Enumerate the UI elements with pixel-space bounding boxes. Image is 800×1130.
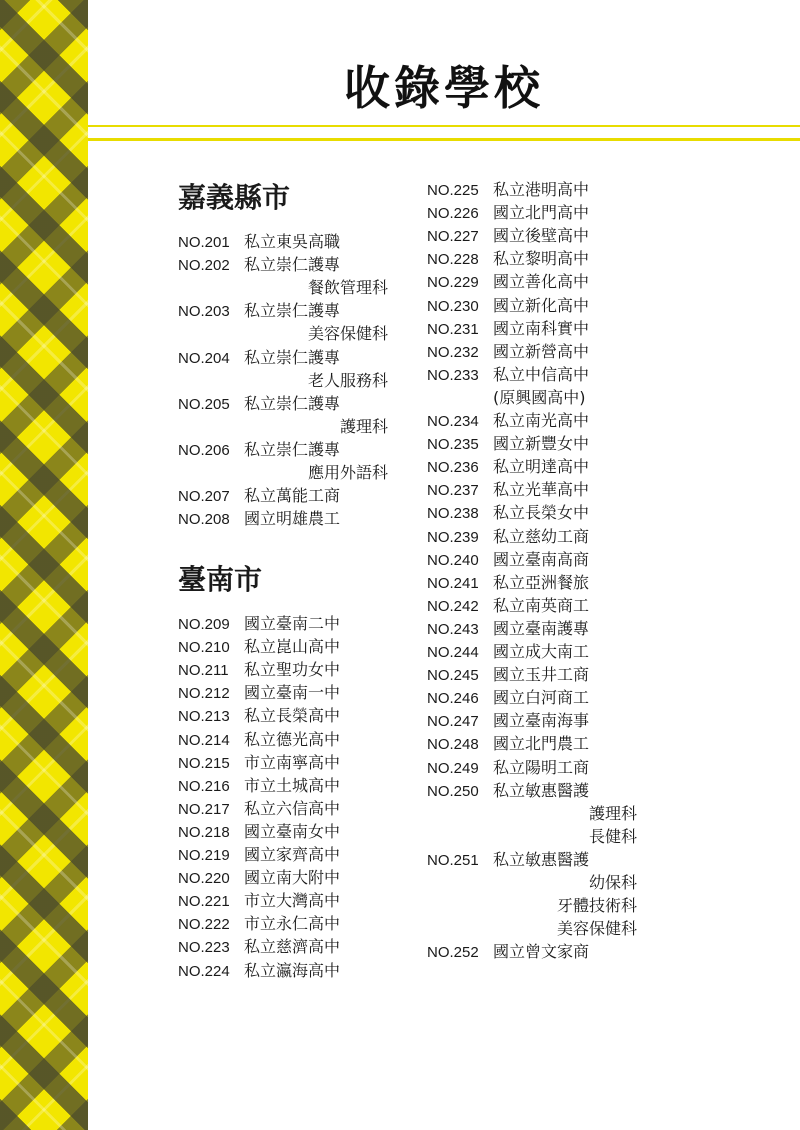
plaid-border bbox=[0, 0, 88, 1130]
school-name: 私立崇仁護專 bbox=[244, 393, 341, 413]
school-number: NO.201 bbox=[178, 234, 230, 251]
school-number: NO.236 bbox=[427, 459, 479, 477]
school-entry bbox=[427, 756, 589, 779]
school-entry bbox=[427, 732, 589, 755]
school-number: NO.235 bbox=[427, 436, 479, 454]
school-name: 市立大灣高中 bbox=[244, 891, 341, 911]
school-name: 國立曾文家商 bbox=[493, 942, 590, 962]
title-rule bbox=[88, 125, 800, 127]
school-entry bbox=[427, 548, 589, 571]
school-number: NO.214 bbox=[178, 731, 230, 749]
school-entry bbox=[427, 848, 589, 871]
school-number: NO.246 bbox=[427, 690, 479, 708]
school-entry bbox=[178, 392, 340, 415]
school-entry bbox=[178, 935, 340, 958]
school-name: 私立德光高中 bbox=[244, 729, 341, 749]
school-number: NO.210 bbox=[178, 639, 230, 657]
department-name: 美容保健科 bbox=[307, 324, 388, 344]
school-number: NO.252 bbox=[427, 944, 479, 962]
department-name: 餐飲管理科 bbox=[307, 278, 388, 298]
school-entry bbox=[178, 299, 340, 322]
school-entry bbox=[178, 774, 340, 797]
department-name: 幼保科 bbox=[588, 873, 637, 892]
school-name: 國立臺南女中 bbox=[244, 821, 341, 841]
school-number: NO.208 bbox=[178, 511, 230, 529]
school-entry bbox=[178, 959, 340, 982]
school-name: 市立南寧高中 bbox=[244, 752, 341, 772]
school-number: NO.215 bbox=[178, 754, 230, 772]
school-entry bbox=[427, 571, 589, 594]
school-entry bbox=[427, 501, 589, 524]
school-entry bbox=[427, 294, 589, 317]
school-note: (原興國高中) bbox=[493, 387, 586, 407]
school-entry bbox=[427, 709, 589, 732]
school-entry bbox=[427, 247, 589, 270]
school-name: 私立慈幼工商 bbox=[493, 526, 590, 546]
school-number: NO.233 bbox=[427, 366, 479, 384]
school-entry bbox=[178, 797, 340, 820]
department-name: 護理科 bbox=[588, 803, 637, 823]
school-name: 私立崇仁護專 bbox=[244, 439, 341, 459]
school-number: NO.211 bbox=[178, 662, 229, 680]
region-heading: 臺南市 bbox=[178, 563, 263, 596]
school-entry bbox=[427, 779, 589, 802]
school-name: 國立臺南二中 bbox=[244, 614, 341, 633]
school-name: 私立敏惠醫護 bbox=[493, 780, 590, 800]
school-name: 國立家齊高中 bbox=[244, 845, 341, 864]
school-name: 私立崇仁護專 bbox=[244, 255, 341, 275]
school-number: NO.228 bbox=[427, 251, 479, 269]
school-number: NO.232 bbox=[427, 343, 479, 361]
school-number: NO.216 bbox=[178, 777, 230, 795]
school-name: 私立光華高中 bbox=[493, 480, 590, 500]
school-name: 國立善化高中 bbox=[493, 272, 590, 292]
school-name: 私立明達高中 bbox=[493, 457, 590, 477]
school-entry bbox=[178, 728, 340, 751]
school-number: NO.245 bbox=[427, 667, 479, 685]
region-heading: 嘉義縣市 bbox=[178, 181, 291, 214]
school-entry bbox=[427, 270, 589, 293]
school-name: 私立港明高中 bbox=[493, 180, 590, 199]
school-entry bbox=[178, 820, 340, 843]
school-entry bbox=[178, 866, 340, 889]
school-entry bbox=[427, 317, 589, 340]
school-name: 私立敏惠醫護 bbox=[493, 849, 590, 869]
school-number: NO.222 bbox=[178, 916, 230, 934]
school-number: NO.238 bbox=[427, 505, 479, 523]
school-number: NO.240 bbox=[427, 551, 479, 569]
school-number: NO.251 bbox=[427, 851, 479, 869]
school-number: NO.203 bbox=[178, 303, 230, 321]
school-entry bbox=[427, 525, 589, 548]
school-name: 國立明雄農工 bbox=[244, 509, 341, 529]
school-name: 私立亞洲餐旅 bbox=[493, 572, 590, 592]
school-name: 私立六信高中 bbox=[244, 798, 341, 818]
school-number: NO.206 bbox=[178, 441, 230, 459]
school-name: 國立後壁高中 bbox=[493, 226, 590, 246]
school-number: NO.248 bbox=[427, 736, 479, 754]
school-number: NO.249 bbox=[427, 759, 479, 777]
school-name: 私立東吳高職 bbox=[244, 232, 341, 251]
school-number: NO.239 bbox=[427, 528, 479, 546]
school-entry bbox=[178, 438, 340, 461]
school-entry bbox=[427, 409, 589, 432]
school-name: 國立臺南護專 bbox=[493, 618, 590, 638]
school-name: 私立長榮女中 bbox=[493, 503, 590, 523]
school-name: 市立永仁高中 bbox=[244, 914, 341, 934]
school-name: 私立長榮高中 bbox=[244, 706, 341, 726]
school-name: 國立新豐女中 bbox=[493, 434, 590, 454]
school-entry bbox=[427, 940, 589, 963]
school-entry bbox=[427, 663, 589, 686]
school-number: NO.209 bbox=[178, 616, 230, 633]
school-number: NO.231 bbox=[427, 320, 479, 338]
school-entry bbox=[178, 253, 340, 276]
school-number: NO.241 bbox=[427, 574, 479, 592]
department-name: 護理科 bbox=[339, 416, 388, 436]
school-name: 國立成大南工 bbox=[493, 642, 590, 661]
school-entry bbox=[178, 484, 340, 507]
school-number: NO.247 bbox=[427, 713, 479, 731]
school-number: NO.207 bbox=[178, 488, 230, 506]
school-name: 私立瀛海高中 bbox=[244, 960, 341, 980]
school-name: 國立南科實中 bbox=[493, 318, 590, 338]
school-number: NO.202 bbox=[178, 257, 230, 275]
school-number: NO.230 bbox=[427, 297, 479, 315]
school-name: 國立白河商工 bbox=[493, 688, 590, 708]
school-number: NO.242 bbox=[427, 597, 479, 615]
school-number: NO.226 bbox=[427, 205, 479, 223]
department-name: 牙體技術科 bbox=[556, 896, 637, 916]
school-number: NO.227 bbox=[427, 228, 479, 246]
school-entry bbox=[178, 658, 340, 681]
school-name: 市立土城高中 bbox=[244, 775, 341, 795]
school-entry bbox=[427, 201, 589, 224]
school-number: NO.219 bbox=[178, 847, 230, 864]
school-entry bbox=[178, 346, 340, 369]
department-name: 美容保健科 bbox=[556, 919, 637, 939]
school-number: NO.225 bbox=[427, 182, 479, 199]
school-entry bbox=[427, 617, 589, 640]
school-name: 私立萬能工商 bbox=[244, 486, 341, 506]
school-entry bbox=[427, 640, 589, 663]
school-name: 國立新營高中 bbox=[493, 341, 590, 361]
school-number: NO.234 bbox=[427, 413, 479, 430]
school-number: NO.229 bbox=[427, 274, 479, 292]
school-number: NO.205 bbox=[178, 395, 230, 413]
school-entry bbox=[427, 478, 589, 501]
school-number: NO.204 bbox=[178, 349, 230, 367]
school-entry bbox=[178, 507, 340, 530]
school-number: NO.223 bbox=[178, 939, 230, 957]
school-name: 國立北門農工 bbox=[493, 734, 590, 754]
school-entry bbox=[178, 843, 340, 866]
school-name: 國立新化高中 bbox=[493, 295, 590, 315]
school-number: NO.243 bbox=[427, 620, 479, 638]
school-name: 私立崑山高中 bbox=[244, 637, 341, 657]
school-entry bbox=[427, 178, 589, 201]
school-entry bbox=[178, 635, 340, 658]
school-name: 國立臺南海事 bbox=[493, 711, 590, 731]
school-number: NO.224 bbox=[178, 962, 230, 980]
school-entry bbox=[178, 704, 340, 727]
school-number: NO.212 bbox=[178, 685, 230, 703]
school-name: 私立中信高中 bbox=[493, 364, 590, 384]
school-name: 私立南英商工 bbox=[493, 595, 590, 615]
school-number: NO.244 bbox=[427, 644, 479, 661]
school-name: 私立慈濟高中 bbox=[244, 937, 341, 957]
school-number: NO.237 bbox=[427, 482, 479, 500]
department-name: 應用外語科 bbox=[307, 463, 388, 482]
school-name: 國立南大附中 bbox=[244, 868, 341, 888]
school-number: NO.221 bbox=[178, 893, 230, 911]
department-name: 老人服務科 bbox=[307, 370, 388, 390]
school-name: 國立北門高中 bbox=[493, 203, 590, 223]
school-entry bbox=[178, 912, 340, 935]
school-entry bbox=[178, 889, 340, 912]
school-name: 私立崇仁護專 bbox=[244, 301, 341, 321]
school-entry bbox=[427, 340, 589, 363]
department-name: 長健科 bbox=[588, 826, 637, 846]
school-entry bbox=[427, 455, 589, 478]
school-name: 私立黎明高中 bbox=[493, 249, 590, 269]
title-rule-thick bbox=[88, 138, 800, 141]
school-name: 國立玉井工商 bbox=[493, 665, 590, 685]
school-entry bbox=[427, 224, 589, 247]
school-entry bbox=[178, 612, 340, 635]
school-entry bbox=[427, 686, 589, 709]
school-entry bbox=[178, 681, 340, 704]
school-entry bbox=[427, 594, 589, 617]
page-title: 收錄學校 bbox=[344, 61, 544, 115]
school-entry bbox=[427, 363, 589, 386]
school-number: NO.218 bbox=[178, 823, 230, 841]
school-number: NO.250 bbox=[427, 782, 479, 800]
school-number: NO.213 bbox=[178, 708, 230, 726]
school-name: 國立臺南一中 bbox=[244, 683, 341, 703]
school-entry bbox=[178, 230, 340, 253]
school-name: 私立陽明工商 bbox=[493, 757, 590, 777]
school-entry bbox=[427, 432, 589, 455]
school-number: NO.220 bbox=[178, 870, 230, 888]
school-name: 私立聖功女中 bbox=[244, 660, 341, 680]
school-entry bbox=[178, 751, 340, 774]
school-number: NO.217 bbox=[178, 800, 230, 818]
school-name: 國立臺南高商 bbox=[493, 549, 590, 569]
school-name: 私立南光高中 bbox=[493, 411, 590, 430]
school-name: 私立崇仁護專 bbox=[244, 347, 341, 367]
